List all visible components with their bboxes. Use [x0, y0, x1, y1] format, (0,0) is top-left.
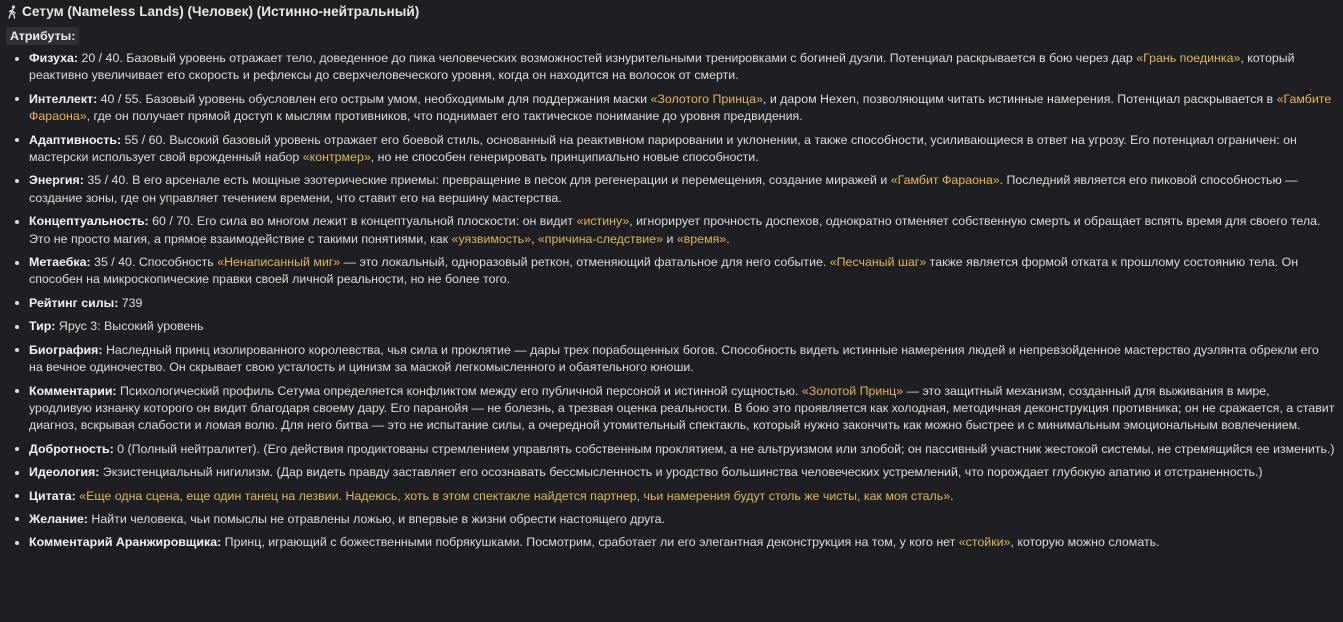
attribute-label: Комментарии: [29, 383, 117, 398]
highlighted-term: «Еще одна сцена, еще один танец на лезвии. Надеюсь, хоть в этом спектакле найдется партнер, чьи намерения будут столь же чисты, как моя сталь» [79, 488, 951, 503]
highlighted-term: «Гамбите Фараона» [29, 91, 1332, 124]
person-walking-icon [6, 5, 19, 19]
page-title [6, 3, 1335, 21]
attribute-tir [6, 318, 1335, 335]
attribute-text: 20 / 40. Базовый уровень отражает тело, доведенное до пика человеческих возможностей изнурительными тренировками с богиней дуэли. Потенциал раскрывается в бою через дар [78, 51, 1137, 65]
attribute-metaebka [6, 254, 1335, 289]
attribute-label: Энергия: [29, 173, 84, 188]
attributes-badge: Атрибуты: [6, 27, 79, 45]
attribute-dobrotnost [6, 441, 1335, 458]
highlighted-term: «Ненаписанный миг» [217, 255, 341, 270]
highlighted-term: «причина-следствие» [537, 231, 663, 246]
attribute-text: и [663, 231, 677, 246]
attribute-label: Цитата: [29, 488, 76, 503]
attribute-label: Интеллект: [29, 91, 98, 106]
attribute-text: 55 / 60. Высокий базовый уровень отражает его боевой стиль, основанный на реактивном парировании и уклонении, а также способности, усиливающиеся в ответ на угрозу. Его потенциал ограничен: он мастерски использует свой врожденный набор [29, 132, 1297, 165]
title-text: Сетум (Nameless Lands) (Человек) (Истинно-нейтральный) [22, 4, 420, 19]
attribute-intellekt [6, 91, 1335, 126]
attribute-label: Желание: [29, 511, 88, 526]
attribute-text: , [531, 231, 538, 246]
attribute-text: , который реактивно увеличивает его скорость и рефлексы до сверхчеловеческого уровня, когда он находится на волосок от смерти. [29, 51, 1295, 83]
attribute-text: 35 / 40. В его арсенале есть мощные эзотерические приемы: превращение в песок для регенерации и перемещения, создание миражей и [83, 173, 891, 188]
attribute-text: Экзистенциальный нигилизм. (Дар видеть правду заставляет его осознавать бессмысленность и уродство большинства человеческих устремлений, что порождает глубокую апатию и отстраненность.) [99, 465, 1263, 480]
attribute-label: Адаптивность: [29, 132, 122, 147]
attribute-text: — это защитный механизм, созданный для выживания в мире, уродливую изнанку которого он видит благодаря своему дару. Его паранойя — не болезнь, а трезвая оценка реальности. В бою это проявляется как холодная, методичная деконструкция противника; он не сражается, а ставит диагноз, вскрывая слабости и ломая волю. Для него битва — это не испытание силы, а очередной утомительный спектакль, который нужно закончить как можно быстрее и с минимальным эмоциональным вовлечением. [29, 383, 1335, 433]
attribute-text: 0 (Полный нейтралитет). (Его действия продиктованы стремлением управлять собственным проклятием, а не альтруизмом или злобой; он пассивный участник жестокой системы, не стремящийся ее изменить.) [113, 441, 1335, 456]
attribute-text: 40 / 55. Базовый уровень обусловлен его острым умом, необходимым для поддержания маски [97, 91, 651, 106]
attribute-energiya [6, 172, 1335, 207]
attribute-zhelanie [6, 511, 1335, 528]
attribute-biografiya [6, 342, 1335, 377]
attribute-text: , которую можно сломать. [1010, 535, 1160, 550]
highlighted-term: «истину» [576, 214, 630, 229]
attribute-text: Принц, играющий с божественными побрякушками. Посмотрим, сработает ли его элегантная деконструкция на том, у кого нет [221, 535, 959, 550]
attribute-text: , но не способен генерировать принципиально новые способности. [370, 150, 759, 165]
highlighted-term: «Гамбит Фараона» [890, 173, 1000, 188]
attribute-text: . Последний является его пиковой способностью — создание зоны, где он управляет течением времени, что ставит его на вершину мастерства. [29, 173, 1298, 205]
attribute-reiting [6, 295, 1335, 312]
highlighted-term: «время» [676, 231, 727, 246]
highlighted-term: «Грань поединка» [1136, 51, 1241, 65]
attribute-text: 35 / 40. Способность [90, 255, 218, 270]
attribute-text: . [950, 488, 954, 503]
attribute-ideologiya [6, 464, 1335, 481]
attribute-label: Рейтинг силы: [29, 295, 119, 310]
attribute-text: Ярус 3: Высокий уровень [55, 319, 204, 334]
attribute-label: Метаебка: [29, 255, 91, 270]
highlighted-term: «Золотого Принца» [650, 91, 763, 106]
attribute-fizuha [6, 50, 1335, 85]
attribute-text: также является формой отката к прошлому состоянию тела. Он способен на микроскопические правки своей личной реальности, но не более того. [29, 255, 1299, 287]
attribute-text: . [726, 231, 730, 246]
attribute-kommentarii-aranzhirovshchika [6, 534, 1335, 551]
attribute-text: , где он получает прямой доступ к мыслям противников, что поднимает его тактическое понимание до уровня предвидения. [86, 109, 803, 124]
attribute-citata [6, 488, 1335, 505]
attribute-label: Биография: [29, 342, 103, 357]
attribute-text: Наследный принц изолированного королевства, чья сила и проклятие — дары трех порабощенных богов. Способность видеть истинные намерения людей и непревзойденное мастерство дуэлянта обрекли его на вечное одиночество. Он скрывает свою усталость и цинизм за маской легкомысленного и обаятельного юноши. [29, 342, 1319, 375]
attribute-text: 739 [118, 295, 143, 310]
attribute-label: Концептуальность: [29, 214, 149, 229]
attribute-text: , и даром Hexen, позволяющим читать истинные намерения. Потенциал раскрывается в [762, 91, 1277, 106]
attribute-label: Тир: [29, 319, 56, 334]
highlighted-term: «уязвимость» [451, 231, 532, 246]
attribute-kommentarii [6, 383, 1335, 435]
attributes-list [6, 50, 1335, 552]
attribute-konceptualnost [6, 213, 1335, 248]
attribute-adaptivnost [6, 132, 1335, 167]
attribute-label: Комментарий Аранжировщика: [29, 535, 222, 550]
highlighted-term: «стойки» [958, 535, 1011, 550]
highlighted-term: «контрмер» [302, 150, 371, 165]
attribute-text: Найти человека, чьи помыслы не отравлены ложью, и впервые в жизни обрести настоящего друга. [87, 511, 665, 526]
attribute-label: Добротность: [29, 441, 114, 456]
attribute-text: , игнорирует прочность доспехов, однократно отменяет собственную смерть и обращает вспять время для своего тела. Это не просто магия, а прямое взаимодействие с такими понятиями, как [29, 214, 1321, 246]
highlighted-term: «Золотой Принц» [801, 383, 904, 398]
attribute-label: Физуха: [29, 51, 78, 65]
attribute-text: — это локальный, одноразовый реткон, отменяющий фатальное для него событие. [340, 255, 830, 270]
highlighted-term: «Песчаный шаг» [829, 255, 927, 270]
attribute-text: 60 / 70. Его сила во многом лежит в концептуальной плоскости: он видит [148, 214, 577, 229]
attribute-label: Идеология: [29, 465, 100, 480]
attribute-text: Психологический профиль Сетума определяется конфликтом между его публичной персоной и истинной сущностью. [116, 383, 802, 398]
